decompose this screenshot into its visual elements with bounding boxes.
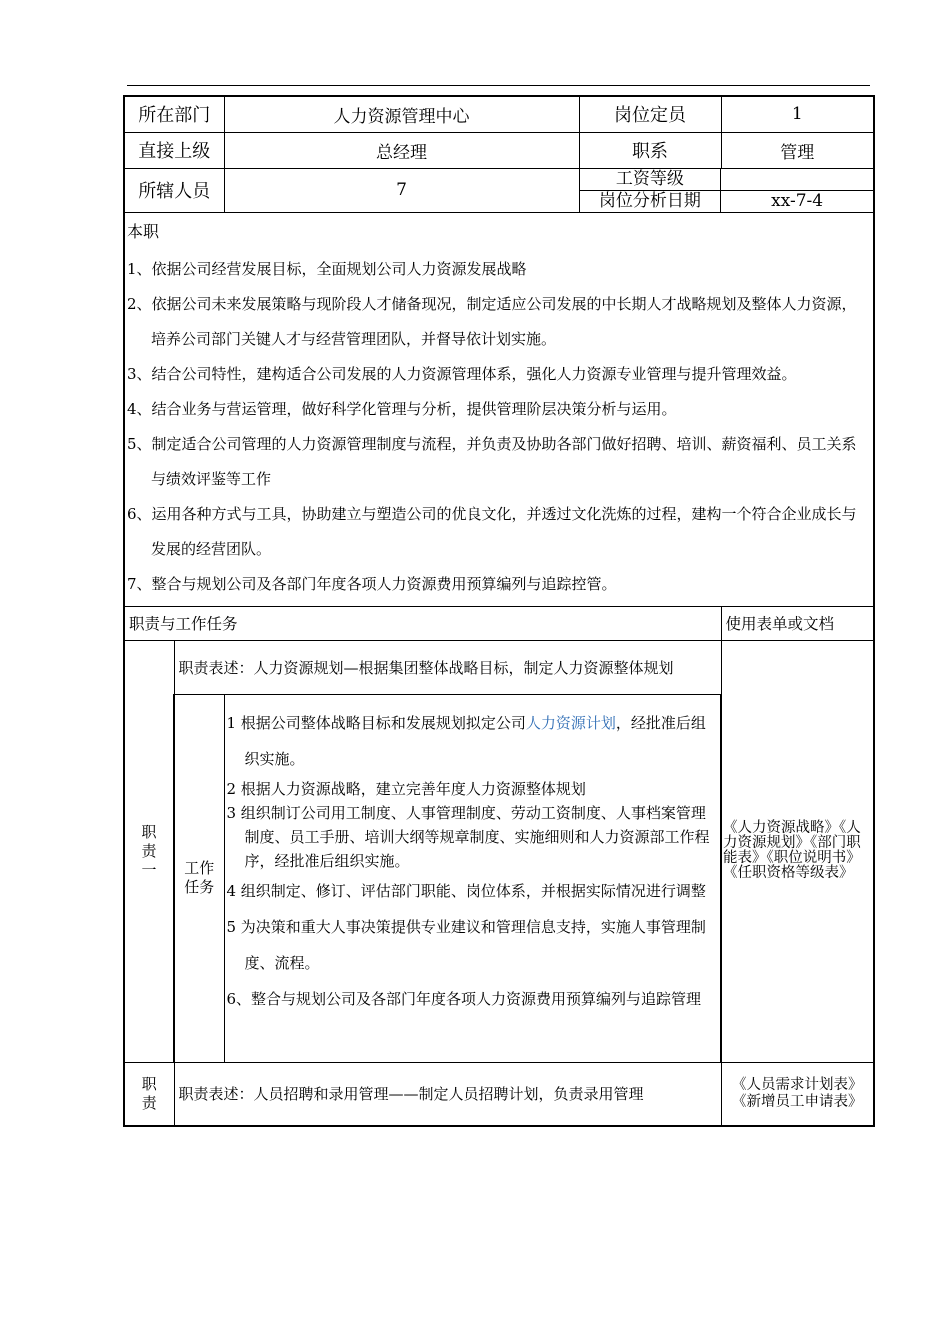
duty-item: 1、依据公司经营发展目标，全面规划公司人力资源发展战略 [127, 259, 527, 278]
resp2-label [124, 1062, 174, 1126]
duty-item: 3、结合公司特性，建构适合公司发展的人力资源管理体系，强化人力资源专业管理与提升管理效益。 [127, 364, 797, 383]
resp1-tasks-label [174, 694, 224, 1062]
resp1-description: 职责表述：人力资源规划—根据集团整体战略目标，制定人力资源整体规划 [174, 640, 721, 694]
job-description-table [123, 95, 875, 1127]
task-item: 3 组织制订公司用工制度、人事管理制度、劳动工资制度、人事档案管理制度、员工手册、培训大纲等规章制度、实施细则和人力资源部工作程序，经批准后组织实施。 [226, 803, 710, 870]
resp1-label-text: 职责一 [141, 822, 157, 879]
task-item [227, 705, 717, 777]
docs-heading: 使用表单或文档 [721, 606, 874, 640]
headcount-label: 岗位定员 [579, 96, 721, 132]
resp2-doc: 《人员需求计划表》 [732, 1076, 863, 1093]
analysis-date-label: 岗位分析日期 [580, 190, 721, 212]
salary-grade-value [721, 169, 873, 191]
task1-suffix: ，经批准后组织实施。 [244, 713, 706, 768]
analysis-date-value: xx-7-4 [771, 190, 824, 211]
headcount-value: 1 [721, 96, 874, 132]
superior-label: 直接上级 [124, 132, 224, 168]
superior-value: 总经理 [224, 132, 579, 168]
resp2-label-text: 职责 [141, 1074, 157, 1112]
responsibilities-heading: 职责与工作任务 [124, 606, 721, 640]
duty-item: 5、制定适合公司管理的人力资源管理制度与流程，并负责及协助各部门做好招聘、培训、薪资福利、员工关系与绩效评鉴等工作 [127, 434, 857, 488]
task-item: 6、整合与规划公司及各部门年度各项人力资源费用预算编列与追踪管理 [226, 989, 702, 1008]
subordinates-value: 7 [224, 168, 579, 212]
subordinates-label: 所辖人员 [124, 168, 224, 212]
task-item: 4 组织制定、修订、评估部门职能、岗位体系，并根据实际情况进行调整 [226, 881, 706, 900]
resp1-label [124, 640, 174, 1062]
header-rule [127, 85, 870, 86]
series-value: 管理 [721, 132, 874, 168]
dept-value: 人力资源管理中心 [224, 96, 579, 132]
salary-date-block [579, 168, 874, 212]
hr-plan-link[interactable]: 人力资源计划 [525, 713, 616, 732]
task-item: 2 根据人力资源战略，建立完善年度人力资源整体规划 [226, 779, 586, 798]
resp1-task-list [224, 694, 721, 1062]
resp2-docs [721, 1062, 874, 1126]
resp1-tasks-label-text: 工作任务 [184, 859, 215, 896]
duty-title: 本职 [127, 221, 160, 241]
dept-label: 所在部门 [124, 96, 224, 132]
task1-prefix: 1 根据公司整体战略目标和发展规划拟定公司 [226, 713, 526, 732]
resp2-description: 职责表述：人员招聘和录用管理——制定人员招聘计划，负责录用管理 [174, 1062, 721, 1126]
duty-item: 4、结合业务与营运管理，做好科学化管理与分析，提供管理阶层决策分析与运用。 [127, 399, 677, 418]
duty-section [124, 212, 874, 606]
duty-item: 2、依据公司未来发展策略与现阶段人才储备现况，制定适应公司发展的中长期人才战略规划及整体人力资源，培养公司部门关键人才与经营管理团队，并督导依计划实施。 [127, 294, 857, 348]
resp2-doc: 《新增员工申请表》 [732, 1093, 863, 1110]
duty-item: 6、运用各种方式与工具，协助建立与塑造公司的优良文化，并透过文化洗炼的过程，建构一个符合企业成长与发展的经营团队。 [127, 504, 857, 558]
resp1-docs: 《人力资源战略》《人力资源规划》《部门职能表》《职位说明书》《任职资格等级表》 [721, 640, 874, 1062]
duty-item: 7、整合与规划公司及各部门年度各项人力资源费用预算编列与追踪控管。 [127, 574, 617, 593]
salary-grade-label: 工资等级 [580, 169, 721, 191]
task-item: 5 为决策和重大人事决策提供专业建议和管理信息支持，实施人事管理制度、流程。 [226, 917, 706, 972]
series-label: 职系 [579, 132, 721, 168]
